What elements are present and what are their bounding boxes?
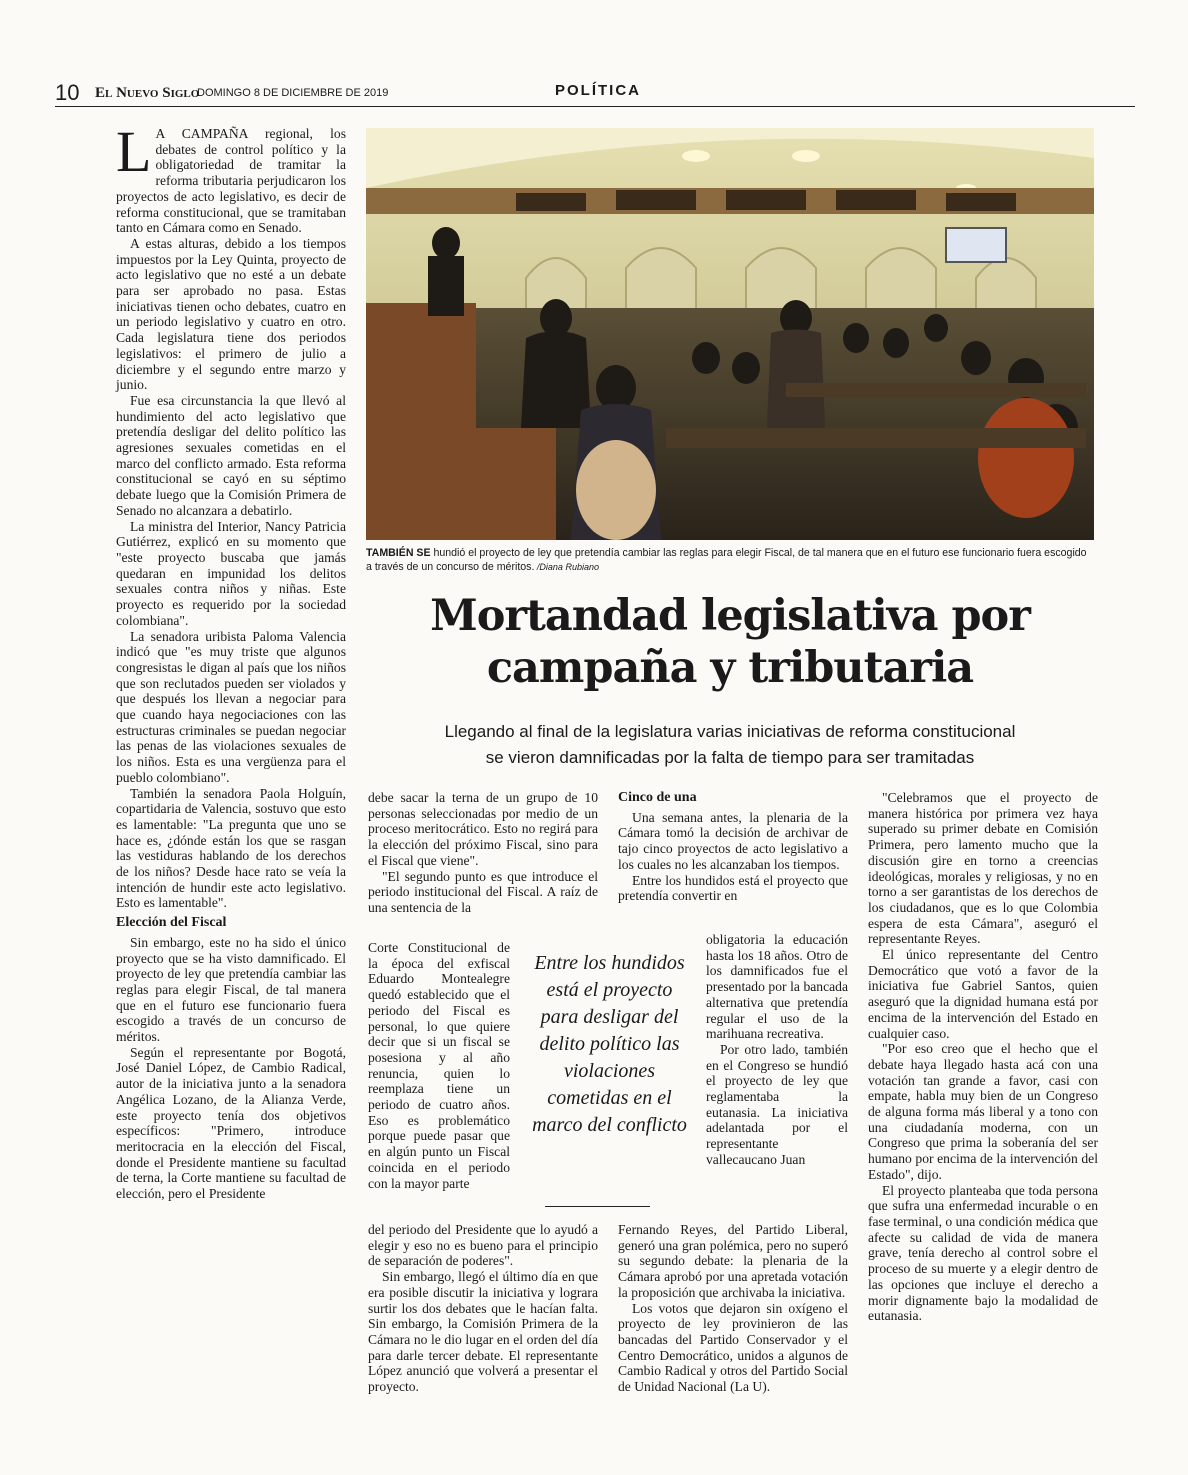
paragraph: Según el representante por Bogotá, José Daniel López, de Cambio Radical, autor de la iniciativa junto a la senadora Angélica Lozano, de la Alianza Verde, este proyecto tenía dos objetivos específicos: "Primero, introduce meritocracia en la elección del Fiscal, donde el Presidente mantiene su facultad de terna, la Corte mantiene su facultad de elección, pero el Presidente (116, 1044, 346, 1202)
paragraph: Fue esa circunstancia la que llevó al hundimiento del acto legislativo que pretendía desligar del delito político las agresiones sexuales cometidas en el marco del conflicto armado. Esta reforma constitucional se cayó en su séptimo debate luego que la Comisión Primera de Senado no alcanzara a debatirlo. (116, 392, 346, 518)
parliament-chamber-photo (366, 128, 1094, 540)
paragraph: El único representante del Centro Democrático que votó a favor de la iniciativa fue Gabriel Santos, quien aseguró que la dignidad humana está por encima de la intervención del Estado en cualquier caso. (868, 947, 1098, 1041)
caption-lead: TAMBIÉN SE (366, 547, 431, 559)
paragraph: Entre los hundidos está el proyecto que pretendía convertir en (618, 872, 848, 904)
subheadline-line-1: Llegando al final de la legislatura varias iniciativas de reforma constitucional (444, 722, 1016, 741)
drop-cap: L (116, 119, 152, 184)
subheading: Cinco de una (618, 790, 697, 805)
paragraph: Por otro lado, también en el Congreso se hundió el proyecto de ley que reglamentaba la eutanasia. La iniciativa adelantada por el representante vallecaucano Juan (706, 1041, 848, 1167)
headline (366, 590, 1094, 694)
caption-text: hundió el proyecto de ley que pretendía cambiar las reglas para elegir Fiscal, de tal manera que en el futuro ese funcionario fuera escogido a través de un concurso de méritos. (366, 547, 1087, 573)
photo-image (366, 128, 1094, 540)
subheading: Elección del Fiscal (116, 915, 227, 931)
paragraph: "Por eso creo que el hecho que el debate haya llegado hasta acá con una votación tan grande a favor, casi con empate, habla muy bien de un Congreso de alguna forma más liberal y a tono con una ciudadanía moderna, con un Congreso que prima la soberanía del ser humano por encima de la intervención del Estado", dijo. (868, 1041, 1098, 1182)
paragraph: Fernando Reyes, del Partido Liberal, generó una gran polémica, pero no superó su segundo debate: la plenaria de la Cámara aprobó por una apretada votación la proposición que archivaba la iniciativa. (618, 1222, 848, 1300)
photo-caption (366, 546, 1094, 574)
article-column-2-narrow (368, 940, 510, 1191)
paragraph: La senadora uribista Paloma Valencia indicó que "es muy triste que algunos congresistas le digan al país que los niños que son reclutados pueden ser violados y que después los llevan a negociar para que cuando haya negociaciones con las estructuras criminales se puedan negociar las penas de las violaciones sexuales de los niños. Esta es una vergüenza para el pueblo colombiano". (116, 628, 346, 785)
paragraph: obligatoria la educación hasta los 18 años. Otro de los damnificados fue el presentado por la bancada alternativa que pretendía regular el uso de la marihuana recreativa. (706, 932, 848, 1042)
headline-line-1: Mortandad legislativa por (430, 591, 1030, 641)
pull-quote-rule (545, 1206, 650, 1207)
paragraph: L A CAMPAÑA regional, los debates de control político y la obligatoriedad de tramitar la reforma tributaria perjudicaron los proyectos de acto legislativo, es decir de reforma constitucional, que se tramitaban tanto en Cámara como en Senado. (116, 119, 346, 236)
paragraph: del periodo del Presidente que lo ayudó a elegir y eso no es bueno para el principio de separación de poderes". (368, 1222, 598, 1269)
paragraph: También la senadora Paola Holguín, copartidaria de Valencia, sostuvo que esto es lamentable: "La pregunta que uno se hace es, ¿dónde están los que se rasgan las vestiduras hablando de los derechos de los niños? Desde hace rato se veía la intención de hundir este acto legislativo. Esto es lamentable". (116, 785, 346, 911)
issue-date: DOMINGO 8 DE DICIEMBRE DE 2019 (197, 87, 389, 99)
article-column-2-bottom (368, 1222, 598, 1395)
subheadline (366, 719, 1094, 771)
paragraph: Sin embargo, este no ha sido el único proyecto que se ha visto damnificado. El proyecto de ley que pretendía cambiar las reglas para elegir Fiscal, de tal manera que en el futuro ese funcionario fuera escogido a través de un concurso de méritos. (116, 934, 346, 1045)
paragraph: Una semana antes, la plenaria de la Cámara tomó la decisión de archivar de tajo cinco proyectos de acto legislativo a los cuales no les alcanzaban los tiempos. (618, 809, 848, 872)
photo-credit: /Diana Rubiano (534, 562, 599, 572)
article-column-3-narrow (706, 932, 848, 1168)
paragraph: Sin embargo, llegó el último día en que era posible discutir la iniciativa y lograra surtir los dos debates que le hacían falta. Sin embargo, la Comisión Primera de la Cámara no le dio lugar en el orden del día para darle tercer debate. El representante López anunció que volverá a presentar el proyecto. (368, 1269, 598, 1395)
paragraph: "El segundo punto es que introduce el periodo institucional del Fiscal. A raíz de una sentencia de la (368, 868, 598, 915)
article-column-1 (116, 119, 346, 1202)
paragraph: A estas alturas, debido a los tiempos impuestos por la Ley Quinta, proyecto de acto legislativo que no esté a un debate para ser aprobado no pasa. Estas iniciativas tienen ocho debates, cuatro en un periodo legislativo y cuatro en otro. Cada legislatura tiene dos periodos legislativos: el primero de julio a diciembre y el segundo entre marzo y junio. (116, 235, 346, 393)
paragraph: El proyecto planteaba que toda persona que sufra una enfermedad incurable o en fase terminal, o una condición médica que afecte su calidad de vida de manera grave, tenía derecho al control sobre el proceso de su muerte y a elegir dentro de las opciones que incluye el derecho a morir dignamente bajo la modalidad de eutanasia. (868, 1182, 1098, 1324)
newspaper-brand: El Nuevo Siglo (95, 85, 200, 101)
page-number: 10 (55, 80, 80, 105)
article-column-2-top (368, 790, 598, 916)
paragraph: "Celebramos que el proyecto de manera histórica por primera vez haya superado su primer debate en Comisión Primera, pero lamento mucho que la discusión gire en torno a creencias ideológicas, morales y religiosas, y no en torno a ser garantistas de los derechos de los ciudadanos, que es lo que Colombia espera de esta Cámara", aseguró el representante Reyes. (868, 790, 1098, 947)
subheadline-line-2: se vieron damnificadas por la falta de tiempo para ser tramitadas (485, 748, 975, 767)
paragraph: Corte Constitucional de la época del exfiscal Eduardo Montealegre quedó establecido que el periodo del Fiscal es personal, lo que quiere decir que si un fiscal se posesiona y al año renuncia, quien lo reemplaza tiene un periodo de cuatro años. Eso es problemático porque puede pasar que en algún punto un Fiscal coincida en el periodo con la mayor parte (368, 940, 510, 1191)
article-column-4 (868, 790, 1098, 1324)
header-rule (55, 106, 1135, 107)
paragraph: La ministra del Interior, Nancy Patricia Gutiérrez, explicó en su momento que "este proyecto buscaba que jamás quedaran en impunidad los delitos sexuales contra niños y niñas. Este proyecto es requerido por la sociedad colombiana". (116, 518, 346, 628)
paragraph: Los votos que dejaron sin oxígeno el proyecto de ley provinieron de las bancadas del Partido Conservador y el Centro Democrático, unidos a algunos de Cambio Radical y otros del Partido Social de Unidad Nacional (La U). (618, 1300, 848, 1395)
page-header (55, 82, 1135, 108)
article-column-3-top (618, 790, 848, 904)
paragraph: debe sacar la terna de un grupo de 10 personas seleccionadas por medio de un proceso meritocrático. Esto no regirá para la elección del próximo Fiscal, sino para el Fiscal que viene". (368, 790, 598, 868)
section-name: POLÍTICA (555, 82, 641, 99)
headline-line-2: campaña y tributaria (486, 643, 974, 693)
article-column-3-bottom (618, 1222, 848, 1395)
pull-quote: Entre los hundidos está el proyecto para desligar del delito político las violaciones cometidas en el marco del conflicto (532, 952, 687, 1136)
